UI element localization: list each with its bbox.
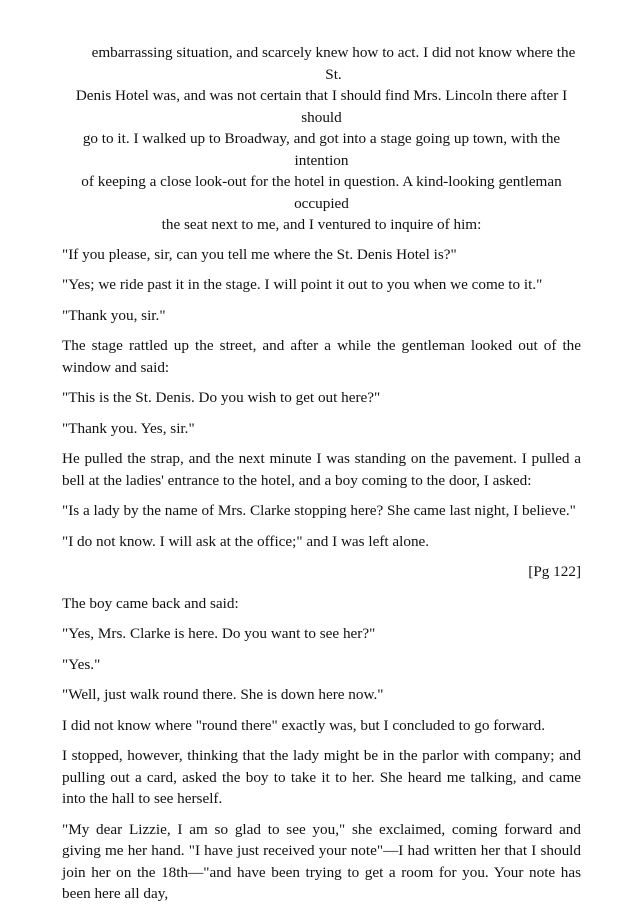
paragraph: "Is a lady by the name of Mrs. Clarke stopping here? She came last night, I believe."	[62, 502, 576, 519]
paragraph: "Thank you, sir."	[62, 306, 166, 324]
paragraph: "Yes; we ride past it in the stage. I will point it out to you when we come to it."	[62, 276, 543, 293]
opening-line: the seat next to me, and I ventured to inquire of him:	[161, 216, 482, 233]
paragraph: "I do not know. I will ask at the office;" and I was left alone.	[62, 532, 430, 550]
opening-line: go to it. I walked up to Broadway, and got into a stage going up town, with the intention	[82, 130, 561, 169]
paragraph: "Yes."	[62, 655, 101, 673]
page-number-marker: [Pg 122]	[528, 563, 581, 580]
paragraph: "Thank you. Yes, sir."	[62, 419, 195, 437]
paragraph: "If you please, sir, can you tell me where the St. Denis Hotel is?"	[62, 245, 457, 263]
paragraph: I did not know where "round there" exactly was, but I concluded to go forward.	[62, 716, 546, 734]
opening-line: Denis Hotel was, and was not certain that I should find Mrs. Lincoln there after I should	[75, 87, 568, 126]
paragraph: He pulled the strap, and the next minute I was standing on the pavement. I pulled a bell at the ladies' entrance to the hotel, and a boy coming to the door, I asked:	[62, 450, 581, 489]
paragraph: "Well, just walk round there. She is down here now."	[62, 686, 384, 703]
paragraph: I stopped, however, thinking that the lady might be in the parlor with company; and pulling out a card, asked the boy to take it to her. She heard me talking, and came into the hall to see herself.	[62, 747, 581, 807]
paragraph: The boy came back and said:	[62, 594, 239, 612]
paragraph: "My dear Lizzie, I am so glad to see you," she exclaimed, coming forward and giving me her hand. "I have just received your note"—I had written her that I should join her on the 18th—"and have been trying to get a room for you. Your note has been here all day,	[62, 820, 581, 902]
paragraph: "This is the St. Denis. Do you wish to get out here?"	[62, 389, 381, 406]
paragraph: "Yes, Mrs. Clarke is here. Do you want to see her?"	[62, 625, 376, 642]
opening-line: of keeping a close look-out for the hotel in question. A kind-looking gentleman occupied	[81, 173, 562, 212]
paragraph: The stage rattled up the street, and after a while the gentleman looked out of the window and said:	[62, 337, 581, 376]
opening-line: embarrassing situation, and scarcely knew how to act. I did not know where the St.	[91, 44, 576, 83]
opening-paragraph	[62, 42, 581, 236]
